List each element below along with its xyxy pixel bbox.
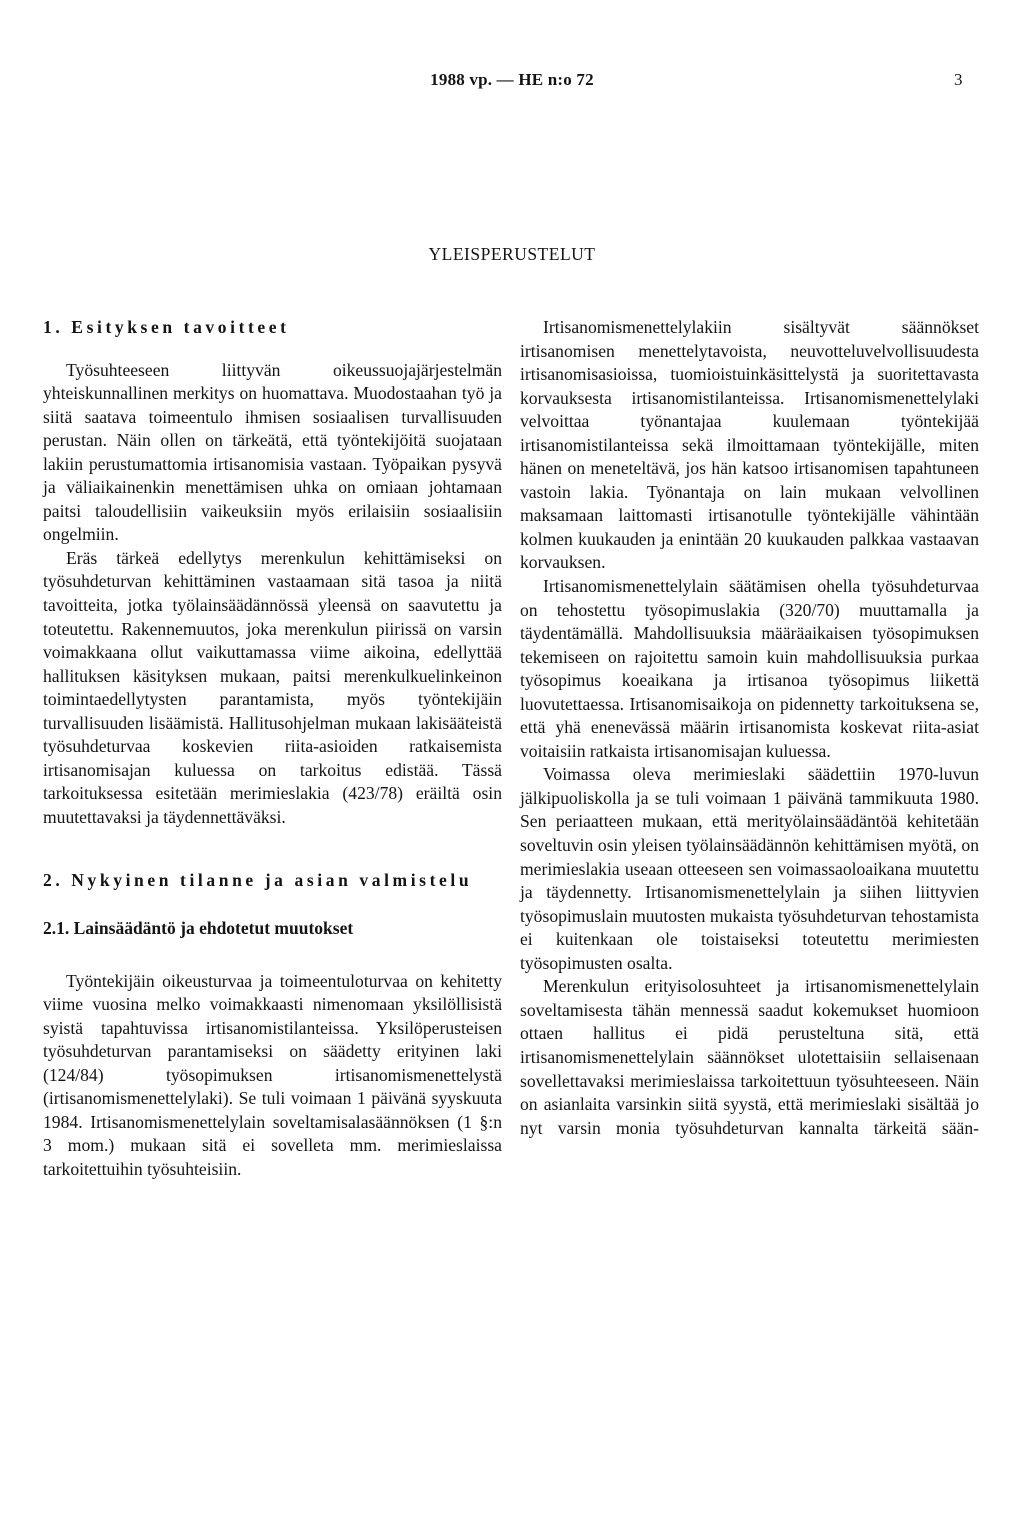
section-title: YLEISPERUSTELUT <box>428 244 596 264</box>
paragraph: Työntekijäin oikeusturvaa ja toimeentuloturvaa on kehitetty viime vuosina melko voimakkaasti nimenomaan yksilöllisistä syistä tapahtuvissa irtisanomistilanteissa. Yksilöperusteisen työsuhdeturvan parantamiseksi on säädetty erityinen laki (124/84) työsopimuksen irtisanomismenettelystä (irtisanomismenettelylaki). Se tuli voimaan 1 päivänä syyskuuta 1984. Irtisanomismenettelylain soveltamisalasäännöksen (1 §:n 3 mom.) mukaan sitä ei sovelleta mm. merimieslaissa tarkoitettuihin työsuhteisiin. <box>43 970 502 1179</box>
paragraph: Irtisanomismenettelylakiin sisältyvät säännökset irtisanomisen menettelytavoista, neuvotteluvelvollisuudesta irtisanomisasioissa, tuomioistuinkäsittelystä ja suoritettavasta korvauksesta irtisanomistilanteissa. Irtisanomismenettelylaki velvoittaa työnantajaa kuulemaan työntekijää irtisanomistilanteissa sekä ilmoittamaan työntekijälle, miten hänen on meneteltävä, jos hän katsoo irtisanomisen tapahtuneen vastoin lakia. Työnantaja on lain mukaan velvollinen maksamaan laittomasti irtisanotulle työntekijälle vähintään kolmen kuukauden ja enintään 20 kuukauden palkkaa vastaavan korvauksen. <box>520 317 979 573</box>
paragraph: Voimassa oleva merimieslaki säädettiin 1970-luvun jälkipuoliskolla ja se tuli voimaan 1 päivänä tammikuuta 1980. Sen periaatteen mukaan, että merityölainsäädäntöä kehitetään soveltuvin osin yleisen työlainsäädännön kehittämisen myötä, on merimieslakia useaan otteeseen sen voimassaoloaikana muutettu ja täydennetty. Irtisanomismenettelylain ja siihen liittyvien työsopimuslain muutosten mukaista työsuhdeturvan tehostamista ei kuitenkaan ole toistaiseksi toteutettu merimiesten työsopimusten osalta. <box>520 764 979 973</box>
paragraph: Työsuhteeseen liittyvän oikeussuojajärjestelmän yhteiskunnallinen merkitys on huomattava. Muodostaahan työ ja siitä saatava toimeentulo ihmisen sosiaalisen turvallisuuden perustan. Näin ollen on tärkeätä, että työntekijöitä suojataan lakiin perustumattomia irtisanomisia vastaan. Työpaikan pysyvä ja väliaikainenkin menettämisen uhka on omiaan johtamaan paitsi taloudellisiin vaikeuksiin myös erilaisiin sosiaalisiin ongelmiin. <box>43 359 502 545</box>
paragraph: Irtisanomismenettelylain säätämisen ohella työsuhdeturvaa on tehostettu työsopimuslakia (320/70) muuttamalla ja täydentämällä. Mahdollisuuksia määräaikaisen työsopimuksen tekemiseen on rajoitettu samoin kuin mahdollisuuksia purkaa työsopimus koeaikana ja irtisanoa työsopimus liikettä luovutettaessa. Irtisanomisaikoja on pidennetty tarkoituksena se, että yhä enenevässä määrin irtisanomista koskevat riita-asiat voitaisiin ratkaista irtisanomisajan kuluessa. <box>520 576 979 761</box>
running-header-title: 1988 vp. — HE n:o 72 <box>430 70 594 89</box>
left-column <box>43 316 502 1182</box>
subheading-2-1-legislation: 2.1. Lainsäädäntö ja ehdotetut muutokset <box>43 918 354 939</box>
heading-2-current-situation: 2. Nykyinen tilanne ja asian valmistelu <box>43 870 473 891</box>
paragraph: Merenkulun erityisolosuhteet ja irtisanomismenettelylain soveltamisesta tähän mennessä saadut kokemukset huomioon ottaen hallitus ei pidä perusteltuna sitä, että irtisanomismenettelylain säännökset ulotettaisiin sellaisenaan sovellettavaksi merimieslaissa tarkoitettuun työsuhteeseen. Näin on asianlaita varsinkin siitä syystä, että merimieslaki sisältää jo nyt varsin monia työsuhdeturvan kannalta tärkeitä sään- <box>520 976 979 1138</box>
right-column <box>520 316 979 1140</box>
heading-1-objectives: 1. Esityksen tavoitteet <box>43 317 290 337</box>
running-header <box>0 70 1024 94</box>
paragraph: Eräs tärkeä edellytys merenkulun kehittämiseksi on työsuhdeturvan kehittäminen vastaamaan sitä tasoa ja niitä tavoitteita, jotka työlainsäädännössä yleensä on saavutettu ja toteutettu. Rakennemuutos, joka merenkulun piirissä on varsin voimakkaana ollut vaikuttamassa viime aikoina, edellyttää hallituksen käsityksen mukaan, paitsi merenkulkuelinkeinon toimintaedellytysten parantamista, myös työntekijäin turvallisuuden lisäämistä. Hallitusohjelman mukaan lakisääteistä työsuhdeturvaa koskevien riita-asioiden ratkaisemista irtisanomisajan kuluessa on tarkoitus edistää. Tässä tarkoituksessa esitetään merimieslakia (423/78) eräiltä osin muutettavaksi ja täydennettäväksi. <box>43 547 502 827</box>
page-number: 3 <box>954 70 963 89</box>
